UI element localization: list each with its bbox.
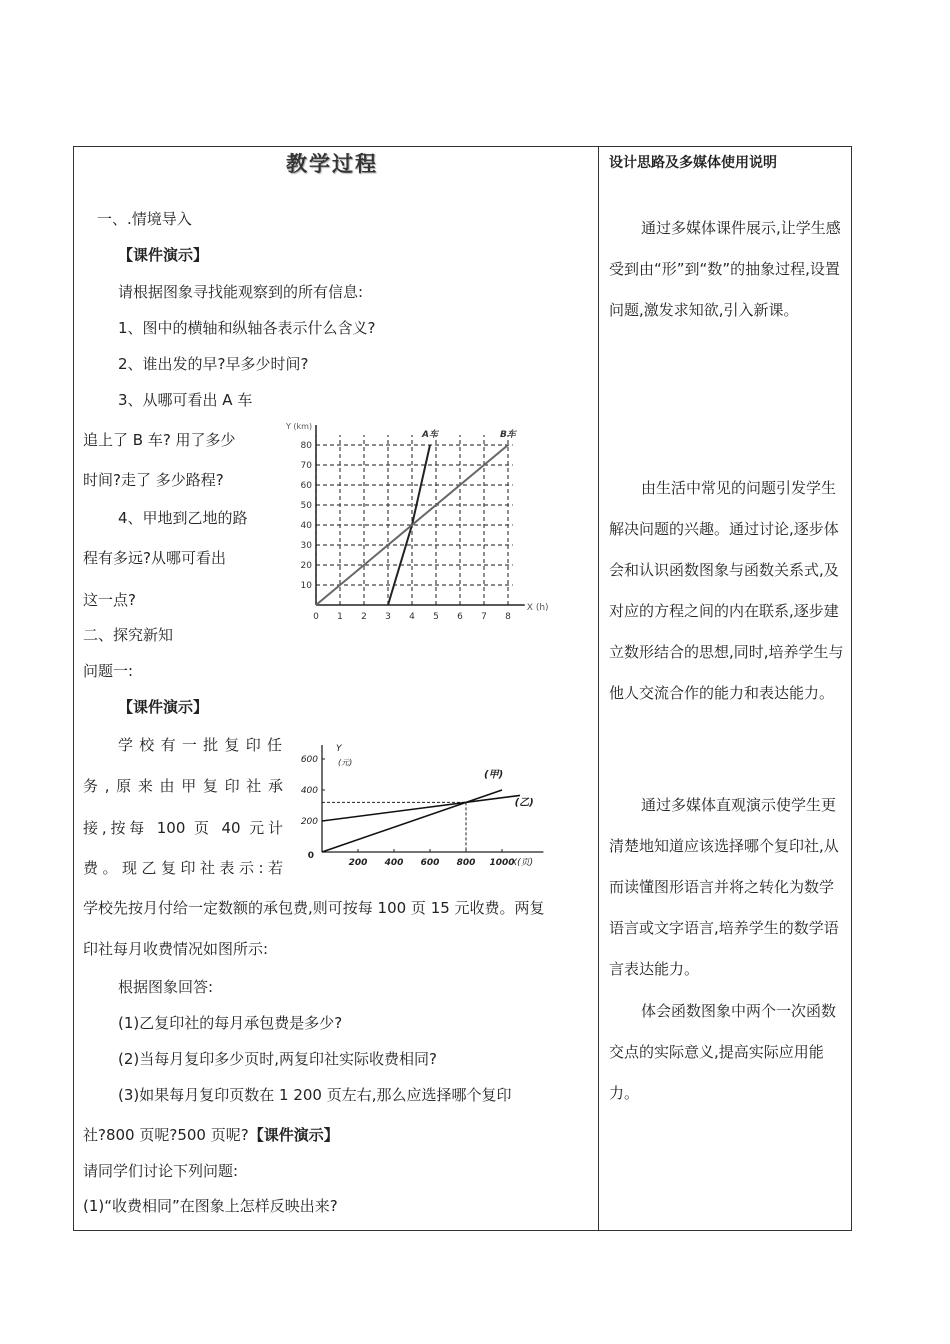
- design-note-1-text: 通过多媒体课件展示,让学生感受到由“形”到“数”的抽象过程,设置问题,激发求知欲,引入新课。: [609, 219, 841, 319]
- y-tick-label: 70: [300, 461, 312, 471]
- question-3-line1: 3、从哪可看出 A 车: [118, 391, 253, 409]
- series-label: B车: [500, 430, 516, 440]
- y-tick-label: 600: [300, 755, 318, 765]
- demo-label-1: 【课件演示】: [118, 246, 209, 264]
- design-note-3: [609, 785, 845, 990]
- x-tick-label: 2: [361, 612, 367, 622]
- question-4-line3: 这一点?: [83, 591, 136, 609]
- series-line-jia: [322, 790, 502, 852]
- series-label-yi: (乙): [514, 797, 534, 809]
- design-note-2-text: 由生活中常见的问题引发学生解决问题的兴趣。通过讨论,逐步体会和认识函数图象与函数关系式,及对应的方程之间的内在联系,逐步建立数形结合的思想,同时,培养学生与他人交流合作的能力和表达能力。: [609, 479, 844, 702]
- problem-text-line4: 费。现乙复印社表示:若: [83, 859, 283, 877]
- x-axis-label: X(页): [511, 858, 534, 868]
- question-2: 2、谁出发的早?早多少时间?: [118, 355, 309, 373]
- y-tick-label: 200: [300, 817, 318, 827]
- question-4-line2: 程有多远?从哪可看出: [83, 549, 226, 567]
- answer-question-1: (1)乙复印社的每月承包费是多少?: [118, 1014, 343, 1032]
- design-note-3-text: 通过多媒体直观演示使学生更清楚地知道应该选择哪个复印社,从而读懂图形语言并将之转化为数学语言或文字语言,培养学生的数学语言表达能力。: [609, 796, 839, 978]
- x-tick-label: 8: [505, 612, 511, 622]
- y-tick-label: 40: [300, 521, 312, 531]
- right-column-heading: 设计思路及多媒体使用说明: [609, 155, 777, 171]
- x-tick-label: 5: [433, 612, 439, 622]
- question-4-line1: 4、甲地到乙地的路: [118, 509, 248, 527]
- x-tick-label: 800: [456, 858, 476, 868]
- y-tick-label: 30: [300, 541, 312, 551]
- distance-time-chart: [280, 415, 570, 625]
- design-note-2: [609, 468, 845, 714]
- problem-text-line1: 学校有一批复印任: [118, 736, 282, 754]
- design-note-4: [609, 991, 845, 1114]
- x-tick-label: 6: [457, 612, 463, 622]
- demo-label-2: 【课件演示】: [118, 698, 209, 716]
- problem-text-line3: 接,按每 100 页 40 元计: [83, 819, 283, 837]
- x-tick-label: 4: [409, 612, 415, 622]
- answer-question-3-line2: [83, 1126, 339, 1144]
- y-tick-label: 60: [300, 481, 312, 491]
- x-tick-label: 1000: [489, 858, 515, 868]
- demo-label-3: 【课件演示】: [248, 1126, 339, 1144]
- section-heading-1: 一、.情境导入: [97, 210, 192, 228]
- problem-text-line5: 学校先按月付给一定数额的承包费,则可按每 100 页 15 元收费。两复: [83, 899, 545, 917]
- problem-text-line6: 印社每月收费情况如图所示:: [83, 940, 269, 958]
- answer-question-3-line1: (3)如果每月复印页数在 1 200 页左右,那么应选择哪个复印: [118, 1086, 512, 1104]
- origin-label: 0: [307, 851, 314, 861]
- discussion-intro: 请同学们讨论下列问题:: [83, 1162, 239, 1180]
- question-3-line3: 时间?走了 多少路程?: [83, 471, 224, 489]
- problem-text-line2: 务,原来由甲复印社承: [83, 777, 283, 795]
- x-tick-label: 400: [384, 858, 404, 868]
- y-tick-label: 400: [300, 786, 318, 796]
- y-tick-label: 50: [300, 501, 312, 511]
- question-3-line2: 追上了 B 车? 用了多少: [83, 431, 236, 449]
- x-tick-label: 600: [420, 858, 440, 868]
- x-axis-label: X (h): [526, 603, 549, 613]
- y-tick-label: 10: [300, 581, 312, 591]
- x-tick-label: 7: [481, 612, 487, 622]
- question-1: 1、图中的横轴和纵轴各表示什么含义?: [118, 319, 376, 337]
- y-tick-label: 80: [300, 441, 312, 451]
- x-tick-label: 200: [348, 858, 368, 868]
- design-note-1: [609, 208, 845, 331]
- section-heading-2: 二、探究新知: [83, 626, 174, 644]
- x-tick-label: 3: [385, 612, 391, 622]
- design-note-4-text: 体会函数图象中两个一次函数交点的实际意义,提高实际应用能力。: [609, 1002, 837, 1102]
- column-divider: [598, 146, 599, 1231]
- answer-question-3-text: 社?800 页呢?500 页呢?: [83, 1126, 249, 1144]
- copy-cost-chart: [290, 722, 580, 872]
- page-title: 教学过程: [286, 152, 378, 176]
- y-axis-unit: (元): [338, 758, 353, 768]
- y-tick-label: 20: [300, 561, 312, 571]
- answer-question-2: (2)当每月复印多少页时,两复印社实际收费相同?: [118, 1050, 437, 1068]
- series-label-jia: (甲): [484, 769, 504, 781]
- y-axis-label: Y: [336, 744, 342, 755]
- problem-1-label: 问题一:: [83, 662, 134, 680]
- x-tick-label: 1: [337, 612, 343, 622]
- question-intro: 请根据图象寻找能观察到的所有信息:: [118, 283, 364, 301]
- y-axis-label: Y (km): [286, 422, 313, 431]
- answer-intro: 根据图象回答:: [118, 978, 214, 996]
- discussion-question-1: (1)“收费相同”在图象上怎样反映出来?: [83, 1197, 338, 1215]
- x-tick-label: 0: [313, 612, 319, 622]
- series-label: A车: [422, 430, 438, 440]
